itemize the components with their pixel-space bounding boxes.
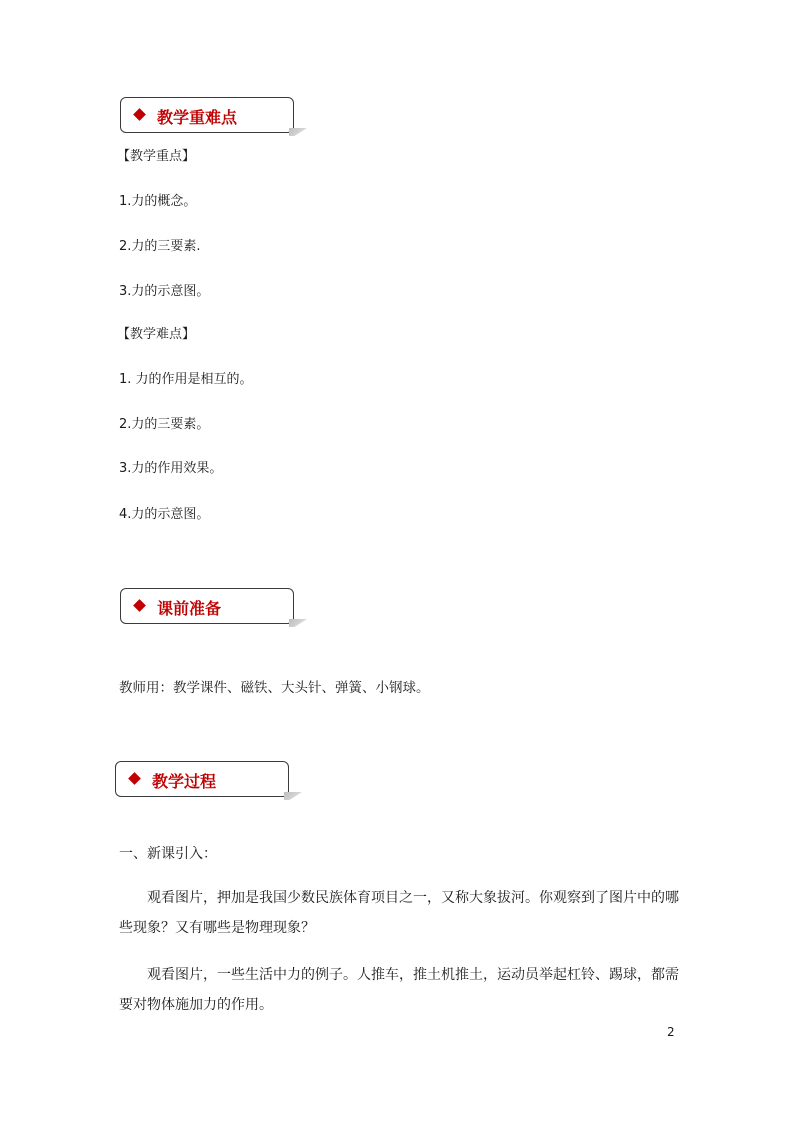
heading-shadow bbox=[289, 619, 307, 627]
heading-shadow bbox=[284, 792, 302, 800]
section-heading-preparation bbox=[120, 588, 294, 624]
difficulty-item: 2.力的三要素。 bbox=[119, 417, 210, 432]
focus-item: 2.力的三要素. bbox=[119, 239, 201, 254]
diamond-bullet-icon bbox=[133, 599, 146, 612]
difficulty-item: 1. 力的作用是相互的。 bbox=[119, 372, 253, 387]
paragraph-text: 观看图片，一些生活中力的例子。人推车，推土机推土，运动员举起杠铃、踢球，都需要对物体施加力的作用。 bbox=[119, 967, 679, 1013]
section-title: 教学过程 bbox=[152, 772, 217, 791]
heading-shadow bbox=[289, 128, 307, 136]
difficulty-item: 3.力的作用效果。 bbox=[119, 461, 223, 476]
section-title: 课前准备 bbox=[157, 599, 222, 618]
diamond-bullet-icon bbox=[133, 108, 146, 121]
section-heading-key-points bbox=[120, 97, 294, 133]
section-heading-process bbox=[115, 761, 289, 797]
difficulty-item: 4.力的示意图。 bbox=[119, 507, 210, 522]
focus-item: 3.力的示意图。 bbox=[119, 284, 210, 299]
page-number: 2 bbox=[667, 1025, 675, 1039]
focus-item: 1.力的概念。 bbox=[119, 194, 197, 209]
paragraph-text: 观看图片，押加是我国少数民族体育项目之一，又称大象拔河。你观察到了图片中的哪些现象？又有哪些是物理现象？ bbox=[119, 890, 679, 936]
section-title: 教学重难点 bbox=[157, 108, 238, 127]
focus-label: 【教学重点】 bbox=[117, 149, 196, 164]
preparation-text: 教师用：教学课件、磁铁、大头针、弹簧、小钢球。 bbox=[119, 680, 430, 696]
paragraph bbox=[119, 960, 679, 1020]
paragraph bbox=[119, 883, 679, 943]
intro-label: 一、新课引入： bbox=[119, 846, 217, 862]
difficulty-label: 【教学难点】 bbox=[117, 327, 196, 342]
diamond-bullet-icon bbox=[128, 772, 141, 785]
